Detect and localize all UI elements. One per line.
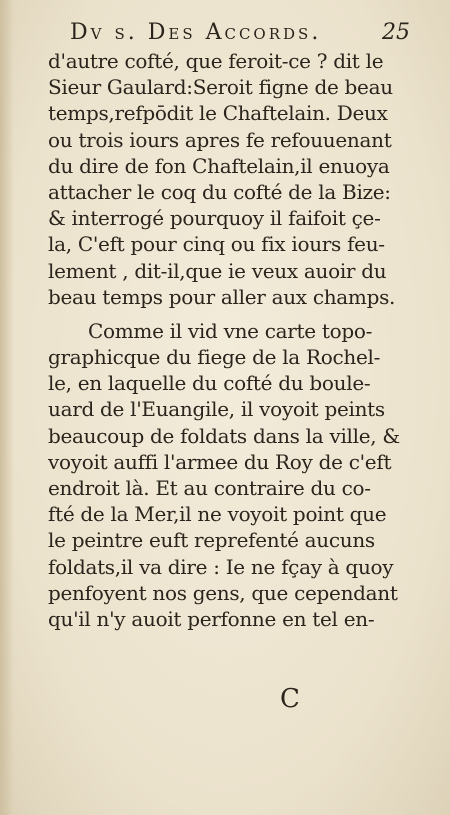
text-line: fté de la Mer,il ne voyoit point que xyxy=(48,502,387,527)
text-line: le peintre euft reprefenté aucuns xyxy=(48,528,375,553)
text-line: & interrogé pourquoy il faifoit çe- xyxy=(48,206,381,231)
text-line: penfoyent nos gens, que cependant xyxy=(48,580,398,605)
binding-gutter xyxy=(0,0,14,815)
text-line: beaucoup de foldats dans la ville, & xyxy=(48,423,400,448)
text-line: la, C'eft pour cinq ou fix iours feu- xyxy=(48,232,385,257)
text-line: attacher le coq du cofté de la Bize: xyxy=(48,179,391,204)
text-line: Sieur Gaulard:Seroit figne de beau xyxy=(48,75,393,100)
text-line: uard de l'Euangile, il voyoit peints xyxy=(48,397,385,422)
running-title: Dv s. Des Accords. xyxy=(70,20,322,45)
text-line: temps,refpōdit le Chaftelain. Deux xyxy=(48,101,388,126)
text-line: lement , dit-il,que ie veux auoir du xyxy=(48,258,387,283)
text-line: qu'il n'y auoit perfonne en tel en- xyxy=(48,606,375,631)
text-line: beau temps pour aller aux champs. xyxy=(48,284,396,309)
text-line: foldats,il va dire : Ie ne fçay à quoy xyxy=(48,554,394,579)
text-line: endroit là. Et au contraire du co- xyxy=(48,476,371,500)
text-line: du dire de fon Chaftelain,il enuoya xyxy=(48,153,390,178)
text-line: Comme il vid vne carte topo- xyxy=(88,318,373,343)
text-line: voyoit auffi l'armee du Roy de c'eft xyxy=(48,449,392,474)
text-line: graphicque du fiege de la Rochel- xyxy=(48,345,381,370)
signature-mark: C xyxy=(280,684,300,714)
paragraph xyxy=(48,318,400,632)
text-body xyxy=(48,48,400,632)
text-line: ou trois iours apres fe refouuenant xyxy=(48,127,392,152)
running-header xyxy=(70,20,410,50)
page-number: 25 xyxy=(382,20,410,45)
text-line: d'autre cofté, que feroit-ce ? dit le xyxy=(48,49,384,73)
paragraph xyxy=(48,48,400,310)
text-line: le, en laquelle du cofté du boule- xyxy=(48,371,371,396)
